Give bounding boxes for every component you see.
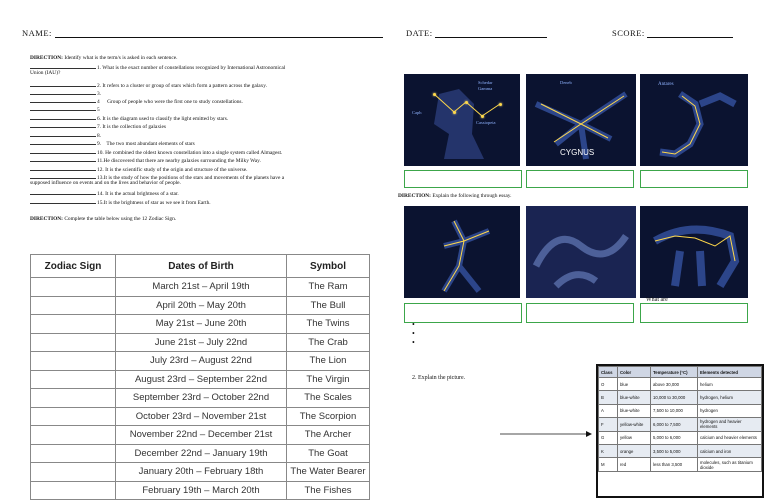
zodiac-row <box>31 426 370 445</box>
zodiac-row <box>31 481 370 500</box>
name-field[interactable] <box>22 28 383 38</box>
star-class-table-wrapper <box>596 364 764 498</box>
zodiac-row <box>31 389 370 408</box>
score-label: SCORE: <box>612 28 645 38</box>
question-6: 6. It is the diagram used to classify the light emitted by stars. <box>30 114 228 122</box>
cassiopeia-illustration <box>404 74 520 166</box>
star-class-cell: yellow <box>618 431 651 444</box>
bullet-1: • <box>412 320 415 329</box>
col-color: Color <box>618 367 651 378</box>
col-symbol: Symbol <box>287 255 370 278</box>
label-deneb: Deneb <box>560 80 572 85</box>
answer-box-6[interactable] <box>640 303 748 323</box>
star-class-cell: 6,000 to 7,500 <box>651 418 698 431</box>
zodiac-sign-cell[interactable] <box>31 333 116 352</box>
symbol-cell: The Virgin <box>287 370 370 389</box>
orion-illustration <box>404 206 520 298</box>
date-field[interactable] <box>406 28 547 38</box>
zodiac-sign-cell[interactable] <box>31 407 116 426</box>
symbol-cell: The Archer <box>287 426 370 445</box>
dates-cell: November 22nd – December 21st <box>116 426 287 445</box>
star-class-cell: yellow-white <box>618 418 651 431</box>
arrow <box>500 424 592 430</box>
star-class-cell: orange <box>618 444 651 457</box>
dates-cell: March 21st – April 19th <box>116 278 287 297</box>
dates-cell: February 19th – March 20th <box>116 481 287 500</box>
explain-picture-prompt: 2. Explain the picture. <box>412 375 466 381</box>
dates-cell: July 23rd – August 22nd <box>116 352 287 371</box>
dates-cell: April 20th – May 20th <box>116 296 287 315</box>
star-class-cell: molecules, such as titanium dioxide <box>698 458 762 471</box>
zodiac-sign-cell[interactable] <box>31 426 116 445</box>
symbol-cell: The Lion <box>287 352 370 371</box>
label-schedar: Schedar <box>478 80 493 85</box>
zodiac-row <box>31 333 370 352</box>
star-class-cell: helium <box>698 378 762 391</box>
zodiac-row <box>31 407 370 426</box>
question-2: 2. It refers to a cluster or group of stars which form a pattern across the galaxy. <box>30 81 267 89</box>
answer-box-5[interactable] <box>526 303 634 323</box>
date-line[interactable] <box>435 29 547 38</box>
question-9: 9. The two most abundant elements of stars <box>30 139 195 147</box>
dates-cell: October 23rd – November 21st <box>116 407 287 426</box>
symbol-cell: The Ram <box>287 278 370 297</box>
symbol-cell: The Scales <box>287 389 370 408</box>
dates-cell: June 21st – July 22nd <box>116 333 287 352</box>
label-cygnus: CYGNUS <box>560 148 595 157</box>
dates-cell: August 23rd – September 22nd <box>116 370 287 389</box>
col-dates: Dates of Birth <box>116 255 287 278</box>
question-11: 11.He discovered that there are nearby galaxies surrounding the Milky Way. <box>30 156 261 164</box>
answer-box-2[interactable] <box>526 170 634 188</box>
zodiac-sign-cell[interactable] <box>31 352 116 371</box>
star-class-cell: above 30,000 <box>651 378 698 391</box>
zodiac-sign-cell[interactable] <box>31 444 116 463</box>
star-class-cell: calcium and iron <box>698 444 762 457</box>
star-class-cell: hydrogen <box>698 404 762 417</box>
ursa-major-image <box>640 206 748 298</box>
score-field[interactable] <box>612 28 733 38</box>
symbol-cell: The Goat <box>287 444 370 463</box>
star-class-cell: less than 3,500 <box>651 458 698 471</box>
question-4: 4 Group of people who were the first one to study constellations. <box>30 97 243 105</box>
star-class-cell: hydrogen and heavier elements <box>698 418 762 431</box>
zodiac-sign-cell[interactable] <box>31 370 116 389</box>
star-class-cell: blue-white <box>618 404 651 417</box>
name-line[interactable] <box>55 29 383 38</box>
star-class-cell: 7,500 to 10,000 <box>651 404 698 417</box>
star-class-cell: 3,500 to 5,000 <box>651 444 698 457</box>
star-class-cell: F <box>599 418 618 431</box>
star-class-cell: hydrogen, helium <box>698 391 762 404</box>
question-13: 13.It is the study of how the positions of the stars and movements of the planets have a <box>30 173 284 181</box>
star-class-row <box>599 458 762 471</box>
answer-box-1[interactable] <box>404 170 522 188</box>
symbol-cell: The Scorpion <box>287 407 370 426</box>
question-7: 7. It is the collection of galaxies <box>30 122 166 130</box>
zodiac-sign-cell[interactable] <box>31 463 116 482</box>
direction-essay: DIRECTION: Explain the following through essay. <box>398 193 512 199</box>
star-class-cell: blue-white <box>618 391 651 404</box>
name-label: NAME: <box>22 28 52 38</box>
zodiac-row <box>31 296 370 315</box>
question-12: 12. It is the scientific study of the origin and structure of the universe. <box>30 165 247 173</box>
question-5: 5 <box>30 105 100 113</box>
star-class-row <box>599 444 762 457</box>
zodiac-row <box>31 278 370 297</box>
orion-image <box>404 206 520 298</box>
dates-cell: September 23rd – October 22nd <box>116 389 287 408</box>
zodiac-sign-cell[interactable] <box>31 278 116 297</box>
question-10: 10. He combined the oldest known constellation into a single system called Almagest. <box>30 148 282 156</box>
label-antares: Antares <box>658 82 674 87</box>
label-cassiopeia: Cassiopeia <box>476 120 496 125</box>
question-14: 14. It is the actual brightness of a star. <box>30 189 179 197</box>
symbol-cell: The Water Bearer <box>287 463 370 482</box>
ursa-major-illustration <box>640 206 748 298</box>
what-are-text: What are <box>646 297 668 303</box>
scorpius-illustration <box>640 74 748 166</box>
col-elements: Elements detected <box>698 367 762 378</box>
label-caph: Caph <box>412 110 422 115</box>
star-class-cell: blue <box>618 378 651 391</box>
label-gamma: Gamma <box>478 86 493 91</box>
scorpius-image <box>640 74 748 166</box>
star-class-row <box>599 418 762 431</box>
star-class-cell: 10,000 to 30,000 <box>651 391 698 404</box>
symbol-cell: The Twins <box>287 315 370 334</box>
zodiac-table-wrapper <box>30 254 370 500</box>
dates-cell: May 21st – June 20th <box>116 315 287 334</box>
question-3: 3. <box>30 89 101 97</box>
draco-illustration <box>526 206 636 298</box>
cassiopeia-image <box>404 74 520 166</box>
bullet-list <box>412 320 415 347</box>
dates-cell: January 20th – February 18th <box>116 463 287 482</box>
star-class-table <box>598 366 762 472</box>
zodiac-sign-cell[interactable] <box>31 296 116 315</box>
zodiac-row <box>31 463 370 482</box>
zodiac-sign-cell[interactable] <box>31 389 116 408</box>
question-8: 8. <box>30 131 101 139</box>
star-class-row <box>599 404 762 417</box>
zodiac-row <box>31 315 370 334</box>
star-class-cell: K <box>599 444 618 457</box>
zodiac-sign-cell[interactable] <box>31 315 116 334</box>
question-1-cont: Union (IAU)? <box>30 70 61 76</box>
zodiac-row <box>31 370 370 389</box>
date-label: DATE: <box>406 28 433 38</box>
star-class-cell: red <box>618 458 651 471</box>
star-class-cell: A <box>599 404 618 417</box>
star-class-cell: G <box>599 431 618 444</box>
direction-identify: DIRECTION: Identify what is the term/s is asked in each sentence. <box>30 55 178 61</box>
symbol-cell: The Bull <box>287 296 370 315</box>
star-class-row <box>599 378 762 391</box>
zodiac-row <box>31 444 370 463</box>
star-class-row <box>599 391 762 404</box>
answer-box-3[interactable] <box>640 170 748 188</box>
answer-box-4[interactable] <box>404 303 522 323</box>
star-class-cell: 5,000 to 6,000 <box>651 431 698 444</box>
direction-zodiac: DIRECTION: Complete the table below using the 12 Zodiac Sign. <box>30 216 177 222</box>
star-class-cell: calcium and heavier elements <box>698 431 762 444</box>
score-line[interactable] <box>647 29 733 38</box>
zodiac-row <box>31 352 370 371</box>
col-class: Class <box>599 367 618 378</box>
zodiac-sign-cell[interactable] <box>31 481 116 500</box>
col-temp: Temperature (°C) <box>651 367 698 378</box>
zodiac-table <box>30 254 370 500</box>
question-15: 15.It is the brightness of star as we see it from Earth. <box>30 198 211 206</box>
dates-cell: December 22nd – January 19th <box>116 444 287 463</box>
question-1: 1. What is the exact number of constellations recognized by International Astronomical <box>30 63 285 71</box>
draco-image <box>526 206 636 298</box>
bullet-2: • <box>412 329 415 338</box>
arrow-icon <box>500 431 592 437</box>
question-13-cont: supposed influence on events and on the lives and behavior of people. <box>30 180 181 186</box>
col-zodiac-sign: Zodiac Sign <box>31 255 116 278</box>
star-class-cell: B <box>599 391 618 404</box>
symbol-cell: The Crab <box>287 333 370 352</box>
symbol-cell: The Fishes <box>287 481 370 500</box>
star-class-cell: M <box>599 458 618 471</box>
cygnus-image <box>526 74 636 166</box>
star-class-cell: O <box>599 378 618 391</box>
bullet-3: • <box>412 338 415 347</box>
star-class-row <box>599 431 762 444</box>
